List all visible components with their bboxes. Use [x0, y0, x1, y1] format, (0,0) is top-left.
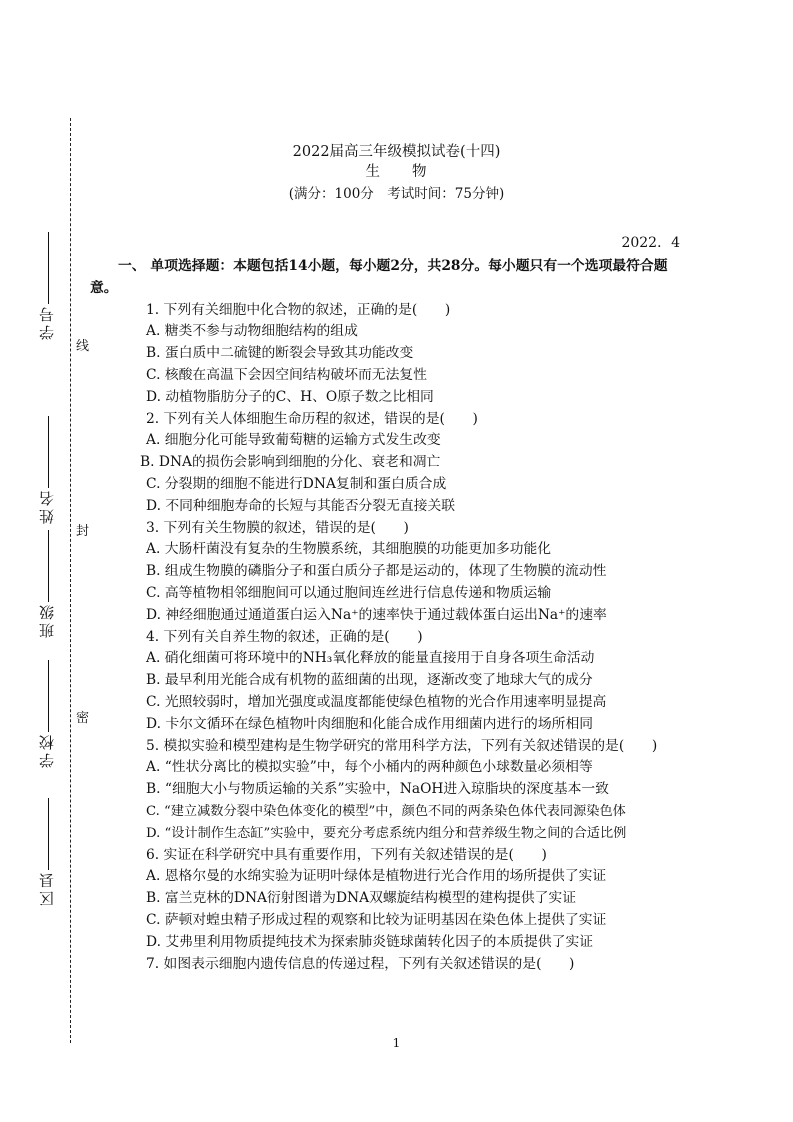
question-2-option-a[interactable]: A. 细胞分化可能导致葡萄糖的运输方式发生改变 [146, 432, 441, 449]
question-4-option-c[interactable]: C. 光照较弱时，增加光强度或温度都能使绿色植物的光合作用速率明显提高 [146, 693, 607, 710]
subject-title: 生 物 [365, 164, 428, 180]
question-1-option-b[interactable]: B. 蛋白质中二硫键的断裂会导致其功能改变 [146, 345, 414, 362]
question-3-option-b[interactable]: B. 组成生物膜的磷脂分子和蛋白质分子都是运动的，体现了生物膜的流动性 [146, 563, 607, 580]
cut-mark-secret: 密 [76, 711, 90, 726]
question-2-stem: 2. 下列有关人体细胞生命历程的叙述，错误的是( ) [146, 410, 478, 427]
class-field[interactable] [38, 530, 62, 638]
name-field[interactable] [38, 416, 62, 524]
question-2-option-d[interactable]: D. 不同种细胞寿命的长短与其能否分裂无直接关联 [146, 497, 456, 514]
class-label: 班级 [38, 602, 56, 638]
question-4-option-b[interactable]: B. 最早利用光能合成有机物的蓝细菌的出现，逐渐改变了地球大气的成分 [146, 672, 593, 689]
question-3-option-a[interactable]: A. 大肠杆菌没有复杂的生物膜系统，其细胞膜的功能更加多功能化 [146, 541, 552, 558]
district-label: 区县 [38, 870, 56, 906]
question-5-option-d[interactable]: D. “设计制作生态缸”实验中，要充分考虑系统内组分和营养级生物之间的合适比例 [146, 825, 627, 841]
question-6-option-a[interactable]: A. 恩格尔曼的水绵实验为证明叶绿体是植物进行光合作用的场所提供了实证 [146, 868, 607, 885]
question-1-stem: 1. 下列有关细胞中化合物的叙述，正确的是( ) [146, 301, 451, 318]
question-2-option-b[interactable]: B. DNA的损伤会影响到细胞的分化、衰老和凋亡 [140, 454, 441, 471]
name-blank[interactable] [48, 416, 49, 488]
question-1-option-a[interactable]: A. 糖类不参与动物细胞结构的组成 [146, 323, 358, 340]
question-6-option-b[interactable]: B. 富兰克林的DNA衍射图谱为DNA双螺旋结构模型的建构提供了实证 [146, 890, 577, 907]
question-6-option-d[interactable]: D. 艾弗里利用物质提纯技术为探索肺炎链球菌转化因子的本质提供了实证 [146, 933, 594, 950]
question-4-option-d[interactable]: D. 卡尔文循环在绿色植物叶肉细胞和化能合成作用细菌内进行的场所相同 [146, 715, 594, 732]
exam-info: (满分：100分 考试时间：75分钟) [288, 186, 505, 202]
student-id-label: 学号 [38, 304, 56, 340]
cut-mark-line: 线 [76, 339, 90, 354]
district-blank[interactable] [48, 798, 49, 870]
question-6-stem: 6. 实证在科学研究中具有重要作用，下列有关叙述错误的是( ) [146, 846, 547, 863]
question-1-option-c[interactable]: C. 核酸在高温下会因空间结构破坏而无法复性 [146, 366, 427, 383]
question-5-option-b[interactable]: B. “细胞大小与物质运输的关系”实验中，NaOH进入琼脂块的深度基本一致 [146, 781, 609, 798]
question-3-option-d[interactable]: D. 神经细胞通过通道蛋白运入Na⁺的速率快于通过载体蛋白运出Na⁺的速率 [146, 606, 607, 623]
question-3-option-c[interactable]: C. 高等植物相邻细胞间可以通过胞间连丝进行信息传递和物质运输 [146, 584, 552, 601]
class-blank[interactable] [48, 530, 49, 602]
cut-mark-seal: 封 [76, 524, 90, 539]
student-id-field[interactable] [38, 232, 62, 340]
school-blank[interactable] [48, 660, 49, 732]
exam-title: 2022届高三年级模拟试卷(十四) [292, 144, 501, 160]
binding-dashed-line [70, 118, 71, 1043]
section-heading: 一、 单项选择题：本题包括14小题，每小题2分，共28分。每小题只有一个选项最符合题意。 [90, 258, 668, 296]
question-5-option-c[interactable]: C. “建立减数分裂中染色体变化的模型”中，颜色不同的两条染色体代表同源染色体 [146, 803, 626, 819]
question-7-stem: 7. 如图表示细胞内遗传信息的传递过程，下列有关叙述错误的是( ) [146, 955, 575, 972]
school-label: 学校 [38, 732, 56, 768]
question-5-stem: 5. 模拟实验和模型建构是生物学研究的常用科学方法，下列有关叙述错误的是( ) [146, 737, 658, 754]
question-4-stem: 4. 下列有关自养生物的叙述，正确的是( ) [146, 628, 423, 645]
question-6-option-c[interactable]: C. 萨顿对蝗虫精子形成过程的观察和比较为证明基因在染色体上提供了实证 [146, 911, 607, 928]
name-label: 姓名 [38, 488, 56, 524]
question-3-stem: 3. 下列有关生物膜的叙述，错误的是( ) [146, 519, 409, 536]
question-4-option-a[interactable]: A. 硝化细菌可将环境中的NH₃氧化释放的能量直接用于自身各项生命活动 [146, 650, 595, 667]
question-1-option-d[interactable]: D. 动植物脂肪分子的C、H、O原子数之比相同 [146, 388, 434, 405]
question-content [90, 256, 673, 975]
school-field[interactable] [38, 660, 62, 768]
page-number: 1 [392, 1036, 401, 1050]
exam-date: 2022．4 [621, 235, 680, 251]
question-2-option-c[interactable]: C. 分裂期的细胞不能进行DNA复制和蛋白质合成 [146, 475, 447, 492]
student-id-blank[interactable] [48, 232, 49, 304]
district-field[interactable] [38, 798, 62, 906]
question-5-option-a[interactable]: A. “性状分离比的模拟实验”中，每个小桶内的两种颜色小球数量必须相等 [146, 759, 593, 776]
